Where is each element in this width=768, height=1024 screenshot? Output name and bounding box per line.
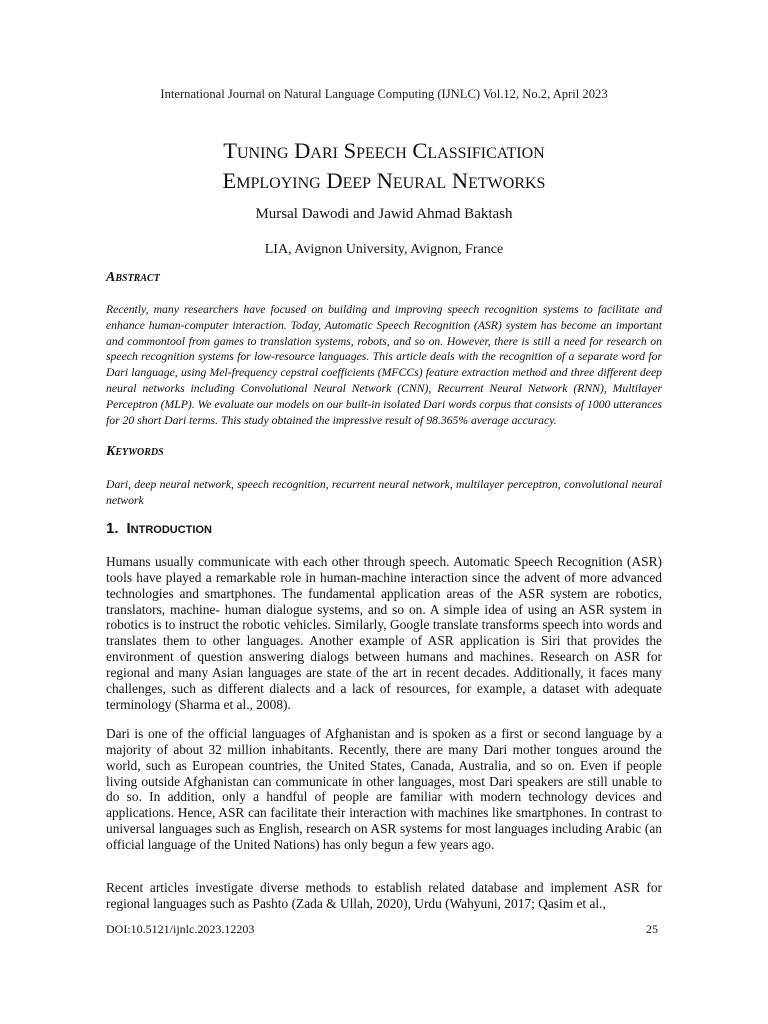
intro-paragraph-2: Dari is one of the official languages of Afghanistan and is spoken as a first or second language by a majority of about 32 million inhabitants. Recently, there are many Dari mother tongues around the world, such as European countries, the United States, Canada, Australia, and so on. Even if people living outside Afghanistan can communicate in other languages, most Dari speakers are still unable to do so. In addition, only a handful of people are familiar with modern technology devices and applications. Hence, ASR can facilitate their interaction with machines like smartphones. In contrast to universal languages such as English, research on ASR systems for most languages including Arabic (an official language of the United Nations) has only begun a few years ago. — [106, 726, 662, 852]
paper-title — [0, 136, 768, 196]
intro-paragraph-1: Humans usually communicate with each other through speech. Automatic Speech Recognition (ASR) tools have played a remarkable role in human-machine interaction since the advent of more advanced technologies and smartphones. The fundamental application areas of the ASR system are robotics, translators, machine- human dialogue systems, and so on. A simple idea of using an ASR system in robotics is to instruct the robotic vehicles. Similarly, Google translate transforms speech into words and translates them to other languages. Another example of ASR application is Siri that provides the environment of question answering dialogs between humans and machines. Research on ASR for regional and many Asian languages are state of the art in recent decades. Additionally, it faces many challenges, such as different dialects and a lack of resources, for example, a dataset with adequate terminology (Sharma et al., 2008). — [106, 554, 662, 712]
running-head: International Journal on Natural Language Computing (IJNLC) Vol.12, No.2, April 2023 — [160, 87, 608, 101]
section-title: Introduction — [126, 520, 212, 537]
page-number: 25 — [646, 922, 658, 936]
affiliation: LIA, Avignon University, Avignon, France — [264, 242, 504, 257]
title-line-1: Tuning Dari Speech Classification — [223, 138, 545, 163]
section-number: 1. — [106, 520, 119, 537]
intro-paragraph-3: Recent articles investigate diverse methods to establish related database and implement ASR for regional languages such as Pashto (Zada & Ullah, 2020), Urdu (Wahyuni, 2017; Qasim et al., — [106, 880, 662, 911]
title-line-2: Employing Deep Neural Networks — [222, 168, 546, 193]
abstract-text: Recently, many researchers have focused on building and improving speech recognition systems to facilitate and enhance human-computer interaction. Today, Automatic Speech Recognition (ASR) system has become an important and commontool from games to translation systems, robots, and so on. However, there is still a need for research on speech recognition systems for low-resource languages. This article deals with the recognition of a separate word for Dari language, using Mel-frequency cepstral coefficients (MFCCs) feature extraction method and three different deep neural networks including Convolutional Neural Network (CNN), Recurrent Neural Network (RNN), Multilayer Perceptron (MLP). We evaluate our models on our built-in isolated Dari words corpus that consists of 1000 utterances for 20 short Dari terms. This study obtained the impressive result of 98.365% average accuracy. — [106, 303, 662, 427]
abstract-heading: Abstract — [106, 270, 160, 285]
authors: Mursal Dawodi and Jawid Ahmad Baktash — [255, 206, 513, 222]
introduction-heading — [106, 520, 212, 537]
keywords-text: Dari, deep neural network, speech recognition, recurrent neural network, multilayer perceptron, convolutional neural network — [106, 478, 662, 507]
footer-doi: DOI:10.5121/ijnlc.2023.12203 — [106, 922, 255, 936]
keywords-heading: Keywords — [106, 444, 164, 459]
